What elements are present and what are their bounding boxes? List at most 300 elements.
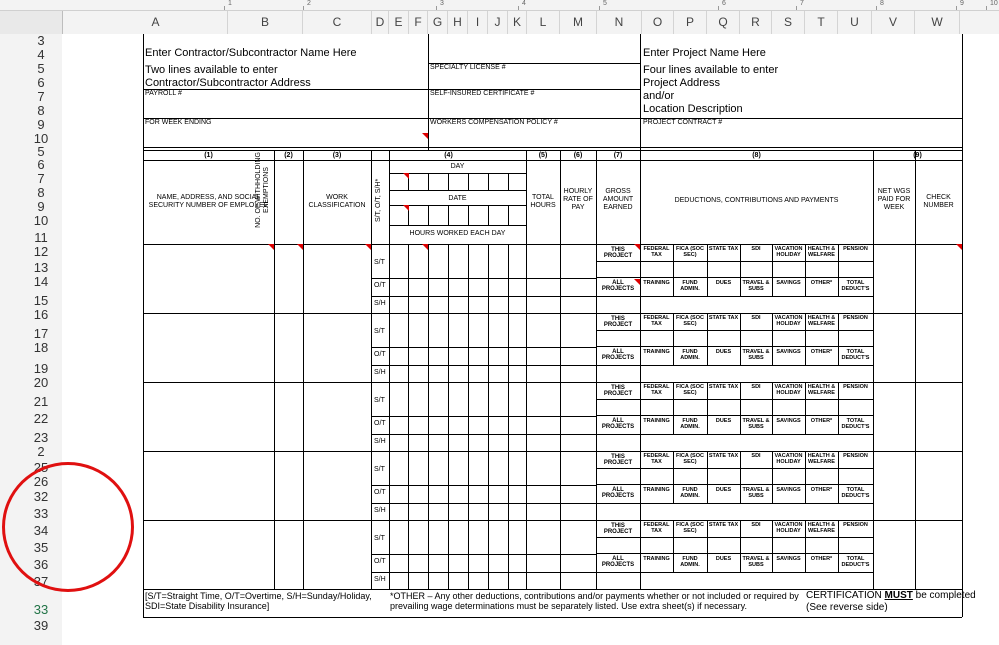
deduction-label: STATE TAX: [708, 246, 739, 252]
column-header[interactable]: B: [228, 11, 303, 34]
time-type-sh: S/H: [374, 438, 386, 445]
deduction-label: SDI: [751, 453, 761, 459]
rule: [389, 173, 390, 190]
rule: [508, 173, 509, 190]
comment-indicator: [634, 244, 640, 250]
column-header[interactable]: V: [872, 11, 915, 34]
comment-indicator: [403, 173, 409, 179]
rule: [371, 296, 596, 297]
hours-worked-header: HOURS WORKED EACH DAY: [409, 230, 506, 237]
rule: [873, 520, 874, 572]
column-header[interactable]: I: [468, 11, 488, 34]
comment-indicator: [365, 244, 371, 250]
row-number[interactable]: 16: [33, 307, 49, 322]
time-type-ot: O/T: [374, 558, 386, 565]
row-number[interactable]: 8: [37, 185, 45, 200]
rule: [508, 382, 509, 451]
rule: [596, 346, 873, 347]
deduction-label: PENSION: [843, 246, 868, 252]
deduction-label: DUES: [715, 487, 732, 493]
project-address-line: Four lines available to enter: [643, 64, 779, 76]
deduction-label: TRAVEL & SUBS: [742, 556, 770, 568]
deduction-label: TRAVEL & SUBS: [742, 487, 770, 499]
rule: [303, 150, 304, 589]
rule: [371, 278, 596, 279]
comment-indicator: [956, 244, 962, 250]
row-number[interactable]: 8: [37, 103, 45, 118]
rule: [468, 451, 469, 520]
row-number[interactable]: 7: [37, 171, 45, 186]
column-header[interactable]: K: [508, 11, 527, 34]
deduction-label: PENSION: [843, 522, 868, 528]
deduction-label: VACATION HOLIDAY: [774, 522, 803, 534]
deduction-label: VACATION HOLIDAY: [774, 315, 803, 327]
rule: [596, 484, 873, 485]
column-header-bar: [0, 11, 999, 35]
rule: [448, 205, 449, 225]
comment-indicator: [268, 244, 274, 250]
column-header[interactable]: H: [448, 11, 468, 34]
row-number[interactable]: 9: [37, 199, 45, 214]
deduction-label: OTHER*: [810, 280, 833, 286]
rule: [428, 382, 429, 451]
this-project-label: THIS PROJECT: [603, 316, 633, 329]
worksheet[interactable]: [84, 34, 999, 645]
this-project-label: THIS PROJECT: [603, 454, 633, 467]
column-number: (4): [444, 152, 453, 159]
rule: [389, 244, 390, 313]
rule: [428, 173, 429, 190]
deduction-label: STATE TAX: [708, 384, 739, 390]
date-header: DATE: [448, 195, 467, 202]
row-number[interactable]: 10: [33, 213, 49, 228]
ruler-tick: [986, 6, 987, 10]
ruler-tick: [436, 6, 437, 10]
rule: [448, 382, 449, 451]
column-header[interactable]: Q: [707, 11, 740, 34]
deduction-label: FUND ADMIN.: [680, 349, 700, 361]
rule: [640, 34, 641, 150]
row-number[interactable]: 5: [37, 144, 45, 159]
deduction-label: TOTAL DEDUCT'S: [841, 487, 870, 499]
deduction-label: OTHER*: [810, 556, 833, 562]
time-type-ot: O/T: [374, 282, 386, 289]
deduction-label: PENSION: [843, 384, 868, 390]
rule: [915, 150, 916, 589]
deduction-label: FEDERAL TAX: [643, 246, 670, 258]
rule: [873, 313, 874, 365]
rule: [408, 520, 409, 589]
rule: [408, 382, 409, 451]
ruler-tick: [518, 6, 519, 10]
column-number: (3): [332, 152, 342, 159]
row-number[interactable]: 4: [37, 47, 45, 62]
rule: [526, 451, 527, 520]
deduction-label: FICA (SOC SEC): [676, 453, 704, 465]
withholding-header: NO. OF WITHHOLDING EXEMPTIONS: [255, 152, 270, 228]
column-header[interactable]: N: [597, 11, 642, 34]
rule: [488, 173, 489, 190]
rule: [389, 382, 390, 451]
rule: [371, 416, 596, 417]
certification-note: (See reverse side): [806, 602, 888, 613]
time-type-header: S/T, O/T, S/H*: [375, 178, 382, 222]
deduction-label: VACATION HOLIDAY: [774, 246, 803, 258]
deduction-label: FEDERAL TAX: [643, 453, 670, 465]
deduction-label: STATE TAX: [708, 453, 739, 459]
column-header[interactable]: M: [560, 11, 597, 34]
row-number[interactable]: 12: [33, 244, 49, 259]
row-number[interactable]: 9: [37, 117, 45, 132]
column-header[interactable]: W: [915, 11, 960, 34]
row-number[interactable]: 5: [37, 61, 45, 76]
ruler-tick: [876, 6, 877, 10]
deduction-label: SAVINGS: [776, 487, 801, 493]
ruler-mark: 3: [440, 0, 444, 7]
rule: [596, 330, 873, 331]
row-number[interactable]: 36: [33, 557, 49, 572]
rule: [873, 244, 874, 296]
deduction-label: SDI: [751, 246, 761, 252]
rule: [371, 554, 596, 555]
time-type-st: S/T: [374, 397, 385, 404]
rule: [428, 451, 429, 520]
ruler-tick: [303, 6, 304, 10]
rule: [508, 313, 509, 382]
this-project-label: THIS PROJECT: [603, 385, 633, 398]
cert-text: be completed: [912, 590, 976, 601]
rule: [143, 313, 962, 314]
rule: [508, 244, 509, 313]
deductions-header: DEDUCTIONS, CONTRIBUTIONS AND PAYMENTS: [674, 197, 839, 204]
rule: [488, 382, 489, 451]
column-header[interactable]: A: [84, 11, 228, 34]
rule: [143, 589, 144, 617]
rule: [428, 244, 429, 313]
deduction-label: TOTAL DEDUCT'S: [841, 418, 870, 430]
deduction-label: FEDERAL TAX: [643, 315, 670, 327]
deduction-label: FEDERAL TAX: [643, 522, 670, 534]
deduction-label: FICA (SOC SEC): [676, 315, 704, 327]
time-type-st: S/T: [374, 328, 385, 335]
project-address-line: Location Description: [643, 103, 743, 115]
legend-text: [S/T=Straight Time, O/T=Overtime, S/H=Sunday/Holiday,: [145, 591, 372, 601]
column-header[interactable]: S: [772, 11, 805, 34]
contractor-name-field: Enter Contractor/Subcontractor Name Here: [145, 47, 357, 59]
rule: [526, 244, 527, 313]
row-number[interactable]: 37: [33, 574, 49, 589]
deduction-label: SAVINGS: [776, 418, 801, 424]
rule: [143, 244, 962, 245]
rule: [596, 296, 873, 297]
deduction-label: SDI: [751, 384, 761, 390]
cert-text: CERTIFICATION: [806, 590, 885, 601]
deduction-label: STATE TAX: [708, 315, 739, 321]
column-header[interactable]: R: [740, 11, 772, 34]
rule: [428, 313, 429, 382]
row-number[interactable]: 39: [33, 618, 49, 633]
rule: [389, 205, 526, 206]
rule: [596, 503, 873, 504]
ruler-tick: [956, 6, 957, 10]
rule: [468, 520, 469, 589]
rule: [596, 261, 873, 262]
column-number: (6): [573, 152, 583, 159]
row-number[interactable]: 34: [33, 523, 49, 538]
rule: [873, 451, 874, 503]
rule: [596, 434, 873, 435]
hourly-rate-header: HOURLY RATE OF PAY: [563, 188, 593, 212]
column-number: (8): [752, 152, 761, 159]
column-number: (7): [613, 152, 623, 159]
gross-earned-header: GROSS AMOUNT EARNED: [602, 188, 634, 212]
deduction-label: DUES: [715, 349, 732, 355]
column-header[interactable]: D: [372, 11, 389, 34]
rule: [408, 313, 409, 382]
comment-indicator: [297, 244, 303, 250]
time-type-st: S/T: [374, 259, 385, 266]
column-header[interactable]: C: [303, 11, 372, 34]
rule: [488, 313, 489, 382]
project-name-field: Enter Project Name Here: [643, 47, 766, 59]
deduction-label: PENSION: [843, 315, 868, 321]
row-number[interactable]: 6: [37, 75, 45, 90]
deduction-label: TRAINING: [643, 487, 670, 493]
row-number[interactable]: 22: [33, 411, 49, 426]
column-header[interactable]: L: [527, 11, 560, 34]
ruler-tick: [599, 6, 600, 10]
deduction-label: FICA (SOC SEC): [676, 246, 704, 258]
column-header[interactable]: P: [674, 11, 707, 34]
all-projects-label: ALL PROJECTS: [601, 418, 635, 431]
rule: [143, 520, 962, 521]
rule: [428, 520, 429, 589]
row-number[interactable]: 20: [33, 375, 49, 390]
rule: [408, 244, 409, 313]
column-header[interactable]: E: [389, 11, 409, 34]
deduction-label: TRAINING: [643, 556, 670, 562]
ruler-mark: 5: [603, 0, 607, 7]
row-number[interactable]: 13: [33, 260, 49, 275]
comment-indicator: [422, 133, 428, 139]
rule: [526, 173, 527, 190]
time-type-sh: S/H: [374, 300, 386, 307]
row-number[interactable]: 23: [33, 430, 49, 445]
rule: [596, 553, 873, 554]
column-header[interactable]: F: [409, 11, 428, 34]
rule: [389, 173, 526, 174]
column-header[interactable]: O: [642, 11, 674, 34]
deduction-label: DUES: [715, 280, 732, 286]
ruler-mark: 8: [880, 0, 884, 7]
rule: [371, 503, 596, 504]
rule: [468, 173, 469, 190]
rule: [448, 451, 449, 520]
self-insured-label: SELF-INSURED CERTIFICATE #: [430, 90, 535, 97]
rule: [526, 520, 527, 589]
rule: [596, 537, 873, 538]
deduction-label: DUES: [715, 556, 732, 562]
rule: [596, 277, 873, 278]
ruler-mark: 1: [228, 0, 232, 7]
deduction-label: OTHER*: [810, 487, 833, 493]
row-number[interactable]: 10: [33, 131, 49, 146]
deduction-label: TRAVEL & SUBS: [742, 349, 770, 361]
row-number[interactable]: 32: [33, 489, 49, 504]
rule: [560, 150, 561, 589]
rule: [962, 34, 963, 150]
row-number[interactable]: 14: [33, 274, 49, 289]
row-number[interactable]: 11: [34, 230, 48, 245]
rule: [389, 313, 390, 382]
column-number: (9): [913, 152, 922, 159]
deduction-label: FUND ADMIN.: [680, 418, 700, 430]
rule: [371, 485, 596, 486]
work-classification-header: WORK CLASSIFICATION: [308, 194, 366, 210]
row-number[interactable]: 35: [33, 540, 49, 555]
deduction-label: FICA (SOC SEC): [676, 384, 704, 396]
row-number[interactable]: 17: [33, 326, 49, 341]
all-projects-label: ALL PROJECTS: [601, 349, 635, 362]
column-header[interactable]: G: [428, 11, 448, 34]
project-address-line: Project Address: [643, 77, 721, 89]
row-number[interactable]: 3: [37, 33, 45, 48]
row-number[interactable]: 19: [33, 361, 49, 376]
rule: [468, 205, 469, 225]
cert-must: MUST: [884, 590, 913, 601]
deduction-label: HEALTH & WELFARE: [807, 453, 836, 465]
rule: [468, 244, 469, 313]
deduction-label: STATE TAX: [708, 522, 739, 528]
rule: [143, 34, 144, 150]
row-number[interactable]: 18: [33, 340, 49, 355]
deduction-label: HEALTH & WELFARE: [807, 246, 836, 258]
ruler: [0, 0, 999, 11]
row-number[interactable]: 26: [33, 474, 49, 489]
deduction-label: SDI: [751, 522, 761, 528]
ruler-tick: [796, 6, 797, 10]
rule: [448, 313, 449, 382]
all-projects-label: ALL PROJECTS: [601, 280, 635, 293]
other-note: prevailing wage determinations must be separately listed. Use extra sheet(s) if necessary.: [390, 601, 747, 611]
deduction-label: TRAVEL & SUBS: [742, 418, 770, 430]
deduction-label: SDI: [751, 315, 761, 321]
all-projects-label: ALL PROJECTS: [601, 556, 635, 569]
row-number[interactable]: 7: [37, 89, 45, 104]
deduction-label: TOTAL DEDUCT'S: [841, 349, 870, 361]
time-type-sh: S/H: [374, 576, 386, 583]
time-type-ot: O/T: [374, 489, 386, 496]
deduction-label: HEALTH & WELFARE: [807, 384, 836, 396]
row-number[interactable]: 33: [33, 506, 49, 521]
row-number[interactable]: 15: [33, 293, 49, 308]
comment-indicator: [403, 205, 409, 211]
rule: [596, 365, 873, 366]
ruler-mark: 4: [522, 0, 526, 7]
rule: [468, 313, 469, 382]
ruler-mark: 10: [990, 0, 998, 7]
deduction-label: TRAINING: [643, 280, 670, 286]
project-contract-label: PROJECT CONTRACT #: [643, 119, 723, 126]
row-number[interactable]: 2: [37, 444, 45, 459]
rule: [389, 451, 390, 520]
contractor-address-line: Contractor/Subcontractor Address: [145, 77, 311, 89]
rule: [596, 572, 873, 573]
rule: [596, 415, 873, 416]
deduction-label: FUND ADMIN.: [680, 556, 700, 568]
rule: [596, 399, 873, 400]
rule: [448, 173, 449, 190]
deduction-label: HEALTH & WELFARE: [807, 522, 836, 534]
rule: [962, 150, 963, 589]
rule: [389, 520, 390, 589]
rule: [371, 365, 596, 366]
rule: [143, 150, 144, 589]
day-header: DAY: [450, 163, 465, 170]
deduction-label: VACATION HOLIDAY: [774, 384, 803, 396]
rule: [526, 313, 527, 382]
column-header[interactable]: U: [838, 11, 872, 34]
legend-text: SDI=State Disability Insurance]: [145, 601, 270, 611]
total-hours-header: TOTAL HOURS: [530, 194, 556, 210]
rule: [428, 34, 429, 150]
all-projects-label: ALL PROJECTS: [601, 487, 635, 500]
ruler-tick: [224, 6, 225, 10]
row-number[interactable]: 6: [37, 157, 45, 172]
column-number: (5): [538, 152, 548, 159]
deduction-label: FUND ADMIN.: [680, 280, 700, 292]
rule: [428, 205, 429, 225]
time-type-ot: O/T: [374, 420, 386, 427]
week-ending-label: FOR WEEK ENDING: [145, 119, 212, 126]
rule: [371, 572, 596, 573]
rule: [143, 451, 962, 452]
rule: [596, 468, 873, 469]
rule: [143, 617, 962, 618]
certification-note: [806, 590, 976, 602]
deduction-label: HEALTH & WELFARE: [807, 315, 836, 327]
ruler-mark: 2: [307, 0, 311, 7]
rule: [274, 150, 275, 589]
rule: [389, 190, 526, 191]
deduction-label: SAVINGS: [776, 556, 801, 562]
rule: [508, 520, 509, 589]
employee-name-header: NAME, ADDRESS, AND SOCIAL SECURITY NUMBER OF EMPLOYEE: [148, 194, 269, 210]
column-number: (1): [204, 152, 213, 159]
rule: [408, 451, 409, 520]
column-header[interactable]: T: [805, 11, 838, 34]
ruler-mark: 7: [800, 0, 804, 7]
select-all-corner[interactable]: [0, 11, 63, 34]
specialty-license-label: SPECIALTY LICENSE #: [430, 64, 506, 71]
column-header[interactable]: J: [488, 11, 508, 34]
row-number[interactable]: 21: [33, 394, 49, 409]
rule: [371, 434, 596, 435]
deduction-label: VACATION HOLIDAY: [774, 453, 803, 465]
rule: [488, 244, 489, 313]
rule: [143, 382, 962, 383]
row-number[interactable]: 25: [33, 460, 49, 475]
rule: [448, 244, 449, 313]
deduction-label: SAVINGS: [776, 349, 801, 355]
rule: [389, 205, 390, 225]
deduction-label: FEDERAL TAX: [643, 384, 670, 396]
ruler-tick: [718, 6, 719, 10]
deduction-label: PENSION: [843, 453, 868, 459]
time-type-sh: S/H: [374, 507, 386, 514]
rule: [526, 382, 527, 451]
row-number[interactable]: 33: [33, 602, 49, 617]
